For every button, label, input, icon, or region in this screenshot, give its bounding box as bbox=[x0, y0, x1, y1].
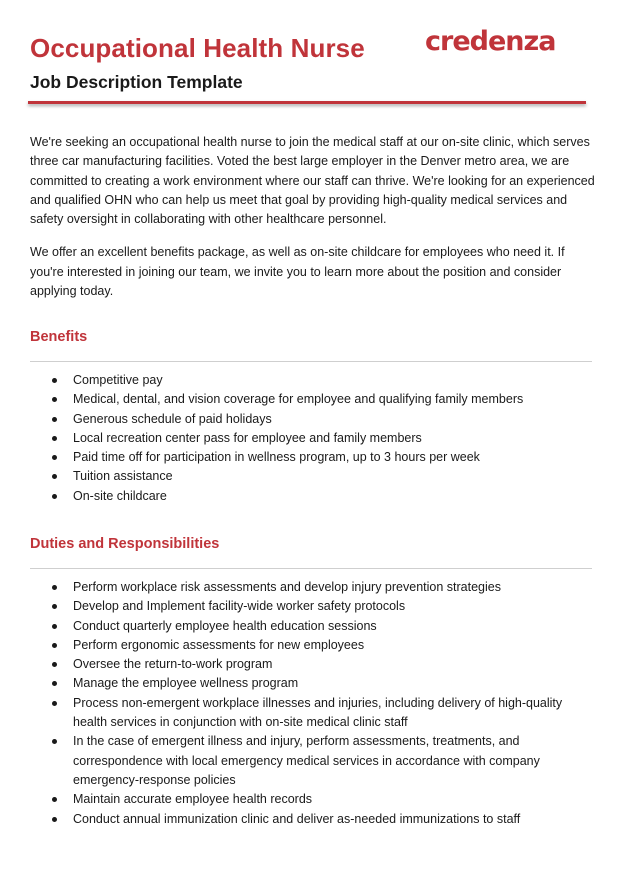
list-item bbox=[30, 790, 592, 809]
page-title: Occupational Health Nurse bbox=[30, 33, 365, 63]
duties-section bbox=[30, 536, 592, 829]
bullet-icon bbox=[52, 797, 57, 802]
section-divider bbox=[30, 568, 592, 569]
list-item-text: Develop and Implement facility-wide worker safety protocols bbox=[73, 599, 406, 614]
list-item-text: On-site childcare bbox=[73, 488, 167, 503]
bullet-icon bbox=[52, 585, 57, 590]
bullet-icon bbox=[52, 739, 57, 744]
list-item-text: Competitive pay bbox=[73, 373, 163, 387]
benefits-section bbox=[30, 329, 592, 506]
list-item-text: Tuition assistance bbox=[73, 469, 173, 484]
bullet-icon bbox=[52, 624, 57, 629]
bullet-icon bbox=[52, 643, 57, 648]
header-divider bbox=[28, 101, 586, 104]
intro-section bbox=[30, 133, 595, 315]
list-item bbox=[30, 448, 592, 467]
list-item bbox=[30, 597, 592, 616]
list-item-text: In the case of emergent illness and injury, perform assessments, treatments, and correspondence with local emergency medical services in accordance with company emergency-response policies bbox=[73, 734, 540, 787]
list-item-text: Conduct quarterly employee health education sessions bbox=[73, 618, 377, 633]
bullet-icon bbox=[52, 494, 57, 499]
list-item-text: Local recreation center pass for employee and family members bbox=[73, 430, 422, 445]
list-item bbox=[30, 410, 592, 429]
list-item bbox=[30, 371, 592, 390]
list-item bbox=[30, 429, 592, 448]
list-item bbox=[30, 390, 592, 409]
page-subtitle: Job Description Template bbox=[30, 72, 243, 92]
list-item bbox=[30, 655, 592, 674]
bullet-icon bbox=[52, 455, 57, 460]
bullet-icon bbox=[52, 417, 57, 422]
bullet-icon bbox=[52, 436, 57, 441]
bullet-icon bbox=[52, 701, 57, 706]
bullet-icon bbox=[52, 662, 57, 667]
list-item-text: Perform ergonomic assessments for new employees bbox=[73, 637, 365, 652]
bullet-icon bbox=[52, 378, 57, 383]
list-item-text: Oversee the return-to-work program bbox=[73, 657, 273, 672]
list-item-text: Maintain accurate employee health records bbox=[73, 792, 313, 807]
intro-paragraph: We're seeking an occupational health nurse to join the medical staff at our on-site clinic, which serves three car manufacturing facilities. Voted the best large employer in the Denver metro area, we are committed to creating a work environment where our staff can thrive. We're looking for an experienced and qualified OHN who can help us meet that goal by providing high-quality medical services and safety oversight in collaborating with other healthcare personnel. bbox=[30, 135, 595, 227]
list-item-text: Process non-emergent workplace illnesses and injuries, including delivery of high-quality health services in conjunction with on-site medical clinic staff bbox=[73, 695, 563, 730]
list-item-text: Paid time off for participation in wellness program, up to 3 hours per week bbox=[73, 450, 480, 465]
list-item-text: Medical, dental, and vision coverage for employee and qualifying family members bbox=[73, 392, 524, 407]
list-item bbox=[30, 617, 592, 636]
list-item-text: Perform workplace risk assessments and develop injury prevention strategies bbox=[73, 580, 501, 594]
intro-paragraph: We offer an excellent benefits package, as well as on-site childcare for employees who need it. If you're interested in joining our team, we invite you to learn more about the position and consider applying today. bbox=[30, 245, 565, 299]
list-item bbox=[30, 732, 592, 790]
duties-list bbox=[30, 578, 592, 829]
bullet-icon bbox=[52, 681, 57, 686]
list-item bbox=[30, 694, 592, 733]
bullet-icon bbox=[52, 817, 57, 822]
list-item bbox=[30, 636, 592, 655]
list-item bbox=[30, 578, 592, 597]
bullet-icon bbox=[52, 397, 57, 402]
list-item bbox=[30, 487, 592, 506]
list-item bbox=[30, 674, 592, 693]
bullet-icon bbox=[52, 474, 57, 479]
section-divider bbox=[30, 361, 592, 362]
duties-heading: Duties and Responsibilities bbox=[30, 536, 220, 552]
benefits-list bbox=[30, 371, 592, 506]
benefits-heading: Benefits bbox=[30, 329, 88, 345]
list-item-text: Manage the employee wellness program bbox=[73, 676, 299, 691]
list-item-text: Conduct annual immunization clinic and deliver as-needed immunizations to staff bbox=[73, 811, 521, 826]
bullet-icon bbox=[52, 604, 57, 609]
credenza-logo: credenza bbox=[425, 26, 556, 57]
list-item bbox=[30, 467, 592, 486]
list-item bbox=[30, 810, 592, 829]
list-item-text: Generous schedule of paid holidays bbox=[73, 411, 272, 426]
